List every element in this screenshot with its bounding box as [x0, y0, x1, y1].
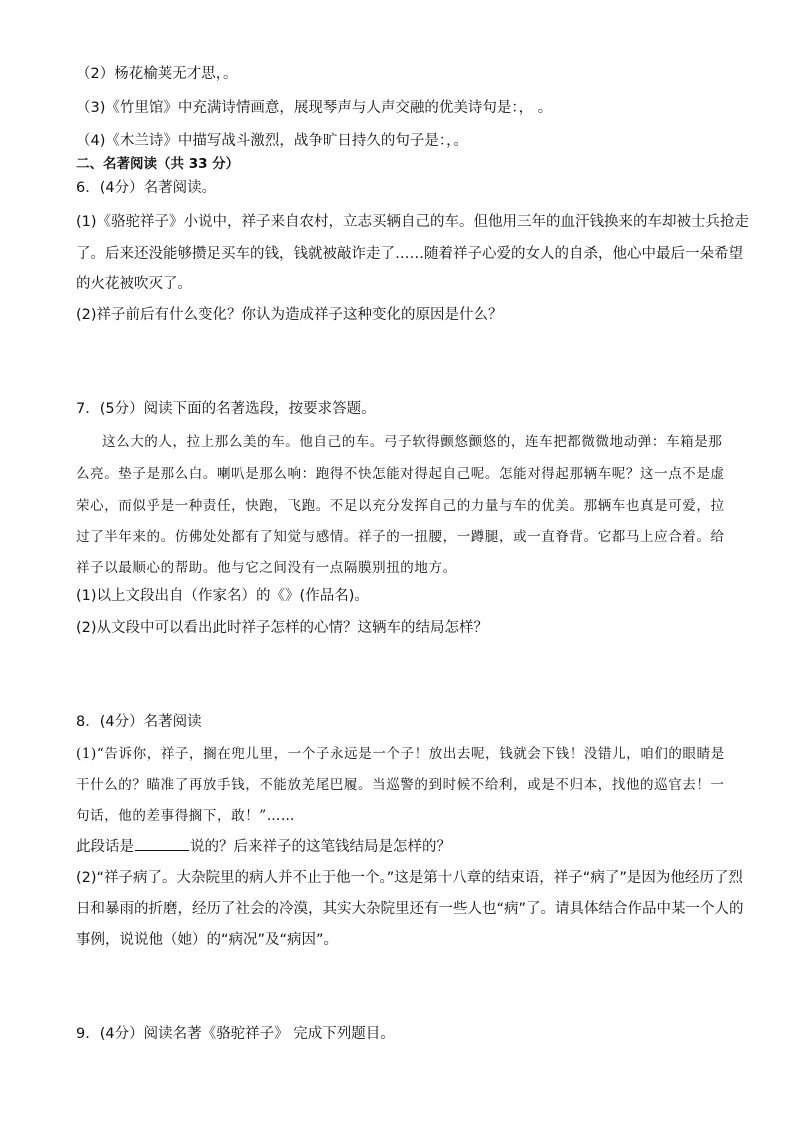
question-7-part1: (1)以上文段出自（作家名）的《》(作品名)。: [76, 588, 369, 604]
question-8-part2-line3: 事例，说说他（她）的“病况”及“病因”。: [76, 932, 339, 948]
question-7-heading: 7．(5分）阅读下面的名著选段，按要求答题。: [76, 401, 376, 417]
question-7-part2: (2)从文段中可以看出此时祥子怎样的心情？这辆车的结局怎样？: [76, 620, 489, 636]
quote-line-1: (1)“告诉你，祥子，搁在兜儿里，一个子永远是一个子！放出去呢，钱就会下钱！没错儿，咱们的眼睛是: [76, 746, 725, 762]
passage-line-4: 过了半年来的。仿佛处处都有了知觉与感情。祥子的一扭腰，一蹲腿，或一直脊背。它都马上应合着。给: [76, 529, 725, 545]
question-8-part2-line2: 日和暴雨的折磨，经历了社会的冷漠，其实大杂院里还有一些人也“病”了。请具体结合作品中某一个人的: [76, 901, 744, 917]
question-8-part1-ask: [76, 836, 726, 857]
passage-line-5: 祥子以最顺心的帮助。他与它之间没有一点隔膜别扭的地方。: [76, 560, 457, 576]
poem-item-4: （4)《木兰诗》中描写战斗激烈，战争旷日持久的句子是：，。: [76, 133, 468, 149]
passage-line-2: 么亮。垫子是那么白。喇叭是那么响：跑得不快怎能对得起自己呢。怎能对得起那辆车呢？这一点不是虚: [76, 466, 725, 482]
poem-item-3: （3)《竹里馆》中充满诗情画意，展现琴声与人声交融的优美诗句是：， 。: [76, 100, 553, 116]
quote-line-2: 干什么的？瞄准了再放手钱，不能放羌尾巴履。当巡警的到时候不给利，或是不归本，找他的巡官去！一: [76, 777, 725, 793]
ask-prefix: 此段话是: [76, 839, 134, 855]
question-6-part1-line3: 的火花被吹灭了。: [76, 276, 192, 292]
passage-line-1: 这么大的人，拉上那么美的车。他自己的车。弓子软得颤悠颤悠的，连车把都微微地动弹：车箱是那: [102, 434, 723, 450]
question-6-part1-line1: (1)《骆驼祥子》小说中，祥子来自农村，立志买辆自己的车。但他用三年的血汗钱换来的车却被士兵抢走: [76, 214, 750, 230]
question-6-heading: 6．(4分）名著阅读。: [76, 180, 217, 196]
poem-item-2: （2）杨花榆荚无才思，。: [76, 66, 238, 82]
question-8-part2-line1: (2)“祥子病了。大杂院里的病人并不止于他一个。”这是第十八章的结束语，祥子“病了”是因为他经历了烈: [76, 870, 743, 886]
answer-blank[interactable]: [135, 836, 189, 851]
question-6-part1-line2: 了。后来还没能够攒足买车的钱，钱就被敲诈走了……随着祥子心爱的女人的自杀，他心中最后一朵希望: [76, 246, 743, 262]
question-6-part2: (2)祥子前后有什么变化？你认为造成祥子这种变化的原因是什么？: [76, 307, 503, 323]
question-8-heading: 8．(4分）名著阅读: [76, 714, 202, 730]
section-title: 二、名著阅读（共 33 分）: [76, 156, 240, 172]
question-9-heading: 9．(4分）阅读名著《骆驼祥子》 完成下列题目。: [76, 1026, 395, 1042]
passage-line-3: 荣心，而似乎是一种责任，快跑，飞跑。不足以充分发挥自己的力量与车的优美。那辆车也真是可爱，拉: [76, 498, 725, 514]
ask-suffix: 说的？后来祥子的这笔钱结局是怎样的？: [190, 839, 451, 855]
quote-line-3: 句话，他的差事得搁下，敢！”……: [76, 808, 296, 824]
